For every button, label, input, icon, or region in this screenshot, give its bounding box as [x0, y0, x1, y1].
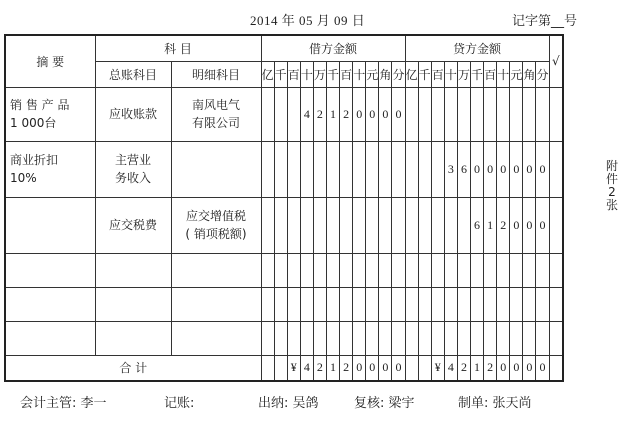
total-debit-digit: 2 — [313, 355, 326, 381]
general-ledger-header: 总账科目 — [95, 61, 171, 87]
credit-digit — [431, 197, 444, 253]
empty-cell — [536, 287, 549, 321]
empty-cell — [549, 287, 563, 321]
total-debit-digit: 0 — [353, 355, 366, 381]
credit-digit: 0 — [536, 197, 549, 253]
check-cell — [549, 141, 563, 197]
empty-cell — [287, 321, 300, 355]
general-ledger-line: 应交税费 — [108, 218, 157, 232]
credit-digit — [405, 87, 418, 141]
empty-cell — [340, 321, 353, 355]
digit-unit-header: 元 — [510, 61, 523, 87]
empty-cell — [366, 287, 379, 321]
credit-digit: 6 — [471, 197, 484, 253]
empty-cell — [5, 253, 95, 287]
empty-cell — [353, 287, 366, 321]
total-row — [5, 355, 563, 381]
empty-cell — [484, 253, 497, 287]
empty-cell — [392, 253, 405, 287]
detail-ledger-line: 有限公司 — [191, 116, 240, 130]
empty-cell — [471, 287, 484, 321]
cashier: 出纳: 吴鸽 — [258, 396, 319, 411]
empty-cell — [457, 321, 470, 355]
debit-digit — [287, 197, 300, 253]
empty-cell — [418, 287, 431, 321]
digit-unit-header: 千 — [274, 61, 287, 87]
empty-cell — [313, 321, 326, 355]
credit-digit — [484, 87, 497, 141]
check-cell — [549, 87, 563, 141]
empty-cell — [392, 287, 405, 321]
attachment-note — [604, 160, 620, 212]
check-cell — [549, 355, 563, 381]
total-credit-digit: 2 — [457, 355, 470, 381]
empty-cell — [405, 321, 418, 355]
credit-digit: 0 — [536, 141, 549, 197]
empty-cell — [171, 253, 261, 287]
digit-unit-header: 十 — [444, 61, 457, 87]
credit-digit: 0 — [471, 141, 484, 197]
debit-digit — [261, 141, 274, 197]
empty-row — [5, 321, 563, 355]
empty-cell — [353, 321, 366, 355]
total-credit-digit: 4 — [444, 355, 457, 381]
total-debit-digit: 0 — [366, 355, 379, 381]
credit-digit — [418, 87, 431, 141]
empty-cell — [326, 321, 339, 355]
credit-digit: 3 — [444, 141, 457, 197]
empty-cell — [523, 287, 536, 321]
entry-row — [5, 141, 563, 197]
debit-digit — [274, 87, 287, 141]
debit-digit — [300, 197, 313, 253]
total-credit-digit: 0 — [497, 355, 510, 381]
empty-cell — [326, 253, 339, 287]
empty-cell — [313, 287, 326, 321]
credit-digit: 0 — [523, 141, 536, 197]
empty-cell — [510, 321, 523, 355]
empty-cell — [379, 253, 392, 287]
entry-detail-ledger — [171, 197, 261, 253]
credit-digit — [457, 87, 470, 141]
empty-cell — [418, 253, 431, 287]
debit-digit — [300, 141, 313, 197]
empty-row — [5, 253, 563, 287]
entry-general-ledger — [95, 197, 171, 253]
check-mark-header: √ — [549, 35, 563, 87]
empty-cell — [300, 321, 313, 355]
debit-digit — [287, 87, 300, 141]
digit-unit-header: 百 — [287, 61, 300, 87]
debit-digit: 2 — [340, 87, 353, 141]
summary-line: 10% — [10, 171, 37, 185]
credit-digit — [405, 197, 418, 253]
accounting-supervisor: 会计主管: 李一 — [20, 396, 107, 411]
detail-ledger-line: 应交增值税 — [185, 209, 246, 223]
digit-unit-header: 千 — [418, 61, 431, 87]
empty-cell — [536, 321, 549, 355]
empty-cell — [484, 287, 497, 321]
credit-digit — [431, 87, 444, 141]
empty-cell — [497, 287, 510, 321]
digit-unit-header: 万 — [457, 61, 470, 87]
empty-cell — [353, 253, 366, 287]
credit-digit — [431, 141, 444, 197]
empty-cell — [340, 287, 353, 321]
debit-digit — [379, 197, 392, 253]
digit-unit-header: 角 — [523, 61, 536, 87]
digit-unit-header: 百 — [484, 61, 497, 87]
total-debit-digit: 1 — [326, 355, 339, 381]
digit-unit-header: 千 — [326, 61, 339, 87]
empty-row — [5, 287, 563, 321]
summary-header: 摘 要 — [5, 35, 95, 87]
debit-digit — [366, 197, 379, 253]
total-debit-digit: 0 — [379, 355, 392, 381]
empty-cell — [536, 253, 549, 287]
reviewer: 复核: 梁宇 — [354, 396, 415, 411]
credit-digit: 0 — [510, 197, 523, 253]
digit-unit-header: 十 — [497, 61, 510, 87]
digit-unit-header: 千 — [471, 61, 484, 87]
entry-detail-ledger — [171, 87, 261, 141]
total-credit-digit: 2 — [484, 355, 497, 381]
empty-cell — [431, 253, 444, 287]
empty-cell — [261, 321, 274, 355]
detail-ledger-header: 明细科目 — [171, 61, 261, 87]
total-debit-digit: 2 — [340, 355, 353, 381]
digit-unit-header: 角 — [379, 61, 392, 87]
credit-digit — [471, 87, 484, 141]
debit-digit: 0 — [392, 87, 405, 141]
empty-cell — [444, 321, 457, 355]
credit-digit — [418, 197, 431, 253]
empty-cell — [549, 321, 563, 355]
detail-ledger-line: 南风电气 — [191, 98, 240, 112]
empty-cell — [287, 253, 300, 287]
total-debit-digit: 0 — [392, 355, 405, 381]
credit-digit — [523, 87, 536, 141]
debit-digit — [313, 141, 326, 197]
empty-cell — [457, 287, 470, 321]
empty-cell — [497, 321, 510, 355]
digit-unit-header: 亿 — [405, 61, 418, 87]
total-credit-digit: ¥ — [431, 355, 444, 381]
entry-summary — [5, 141, 95, 197]
debit-digit: 0 — [379, 87, 392, 141]
empty-cell — [405, 253, 418, 287]
credit-digit — [497, 87, 510, 141]
debit-digit — [353, 141, 366, 197]
general-ledger-line: 应收账款 — [108, 107, 157, 121]
attachment-char: 件 — [605, 172, 618, 186]
entry-general-ledger — [95, 141, 171, 197]
empty-cell — [549, 253, 563, 287]
empty-cell — [431, 321, 444, 355]
credit-digit — [444, 197, 457, 253]
digit-unit-header: 万 — [313, 61, 326, 87]
bookkeeper: 记账: — [164, 396, 195, 411]
empty-cell — [392, 321, 405, 355]
total-debit-digit — [261, 355, 274, 381]
digit-unit-header: 元 — [366, 61, 379, 87]
total-debit-digit: ¥ — [287, 355, 300, 381]
credit-digit — [405, 141, 418, 197]
credit-digit — [444, 87, 457, 141]
debit-digit — [261, 197, 274, 253]
credit-digit: 0 — [497, 141, 510, 197]
empty-cell — [313, 253, 326, 287]
empty-cell — [379, 321, 392, 355]
empty-cell — [171, 321, 261, 355]
credit-digit — [536, 87, 549, 141]
debit-digit — [340, 141, 353, 197]
preparer: 制单: 张天尚 — [458, 396, 532, 411]
debit-digit — [392, 141, 405, 197]
credit-digit: 0 — [523, 197, 536, 253]
empty-cell — [497, 253, 510, 287]
credit-digit — [457, 197, 470, 253]
entry-summary — [5, 197, 95, 253]
empty-cell — [5, 287, 95, 321]
summary-line: 1 000台 — [10, 116, 57, 130]
empty-cell — [484, 321, 497, 355]
debit-digit — [379, 141, 392, 197]
summary-line: 销 售 产 品 — [10, 98, 70, 112]
empty-cell — [366, 253, 379, 287]
credit-digit — [418, 141, 431, 197]
debit-digit — [326, 197, 339, 253]
credit-digit: 1 — [484, 197, 497, 253]
digit-unit-header: 分 — [392, 61, 405, 87]
detail-ledger-line: ( 销项税额) — [185, 227, 247, 241]
debit-header: 借方金额 — [261, 35, 405, 61]
debit-digit — [261, 87, 274, 141]
empty-cell — [261, 287, 274, 321]
debit-digit — [287, 141, 300, 197]
debit-digit — [366, 141, 379, 197]
credit-digit: 0 — [510, 141, 523, 197]
general-ledger-line: 主营业 — [114, 153, 151, 167]
debit-digit — [326, 141, 339, 197]
debit-digit: 0 — [366, 87, 379, 141]
empty-cell — [95, 253, 171, 287]
empty-cell — [366, 321, 379, 355]
empty-cell — [340, 253, 353, 287]
empty-cell — [95, 321, 171, 355]
voucher-number: 记字第__号 — [512, 14, 578, 29]
debit-digit — [274, 197, 287, 253]
general-ledger-line: 务收入 — [114, 171, 151, 185]
empty-cell — [5, 321, 95, 355]
summary-line: 商业折扣 — [10, 153, 59, 167]
debit-digit — [340, 197, 353, 253]
empty-cell — [287, 287, 300, 321]
empty-cell — [95, 287, 171, 321]
credit-digit — [510, 87, 523, 141]
attachment-char: 附 — [605, 159, 618, 173]
empty-cell — [471, 253, 484, 287]
empty-cell — [326, 287, 339, 321]
empty-cell — [431, 287, 444, 321]
credit-digit: 0 — [484, 141, 497, 197]
entry-row — [5, 197, 563, 253]
debit-digit — [313, 197, 326, 253]
total-credit-digit: 0 — [510, 355, 523, 381]
empty-cell — [300, 287, 313, 321]
attachment-char: 张 — [605, 198, 618, 212]
total-label: 合 计 — [5, 355, 261, 381]
empty-cell — [444, 287, 457, 321]
empty-cell — [274, 321, 287, 355]
entry-row — [5, 87, 563, 141]
total-credit-digit: 0 — [536, 355, 549, 381]
empty-cell — [418, 321, 431, 355]
total-credit-digit: 1 — [471, 355, 484, 381]
voucher-date: 2014 年 05 月 09 日 — [250, 13, 366, 28]
credit-header: 贷方金额 — [405, 35, 549, 61]
voucher-table — [4, 34, 564, 382]
check-cell — [549, 197, 563, 253]
empty-cell — [379, 287, 392, 321]
credit-digit: 6 — [457, 141, 470, 197]
entry-summary — [5, 87, 95, 141]
total-credit-digit — [405, 355, 418, 381]
debit-digit: 4 — [300, 87, 313, 141]
debit-digit: 0 — [353, 87, 366, 141]
debit-digit — [392, 197, 405, 253]
empty-cell — [171, 287, 261, 321]
empty-cell — [274, 253, 287, 287]
entry-detail-ledger — [171, 141, 261, 197]
digit-unit-header: 百 — [340, 61, 353, 87]
empty-cell — [274, 287, 287, 321]
empty-cell — [405, 287, 418, 321]
digit-unit-header: 分 — [536, 61, 549, 87]
empty-cell — [471, 321, 484, 355]
attachment-char: 2 — [608, 185, 616, 199]
digit-unit-header: 十 — [300, 61, 313, 87]
empty-cell — [510, 287, 523, 321]
debit-digit: 1 — [326, 87, 339, 141]
entry-general-ledger — [95, 87, 171, 141]
debit-digit — [353, 197, 366, 253]
credit-digit: 2 — [497, 197, 510, 253]
debit-digit: 2 — [313, 87, 326, 141]
total-debit-digit — [274, 355, 287, 381]
digit-unit-header: 百 — [431, 61, 444, 87]
digit-unit-header: 十 — [353, 61, 366, 87]
digit-unit-header: 亿 — [261, 61, 274, 87]
debit-digit — [274, 141, 287, 197]
empty-cell — [510, 253, 523, 287]
subject-header: 科 目 — [95, 35, 261, 61]
empty-cell — [457, 253, 470, 287]
empty-cell — [523, 253, 536, 287]
total-credit-digit: 0 — [523, 355, 536, 381]
empty-cell — [523, 321, 536, 355]
empty-cell — [261, 253, 274, 287]
empty-cell — [300, 253, 313, 287]
total-debit-digit: 4 — [300, 355, 313, 381]
empty-cell — [444, 253, 457, 287]
total-credit-digit — [418, 355, 431, 381]
